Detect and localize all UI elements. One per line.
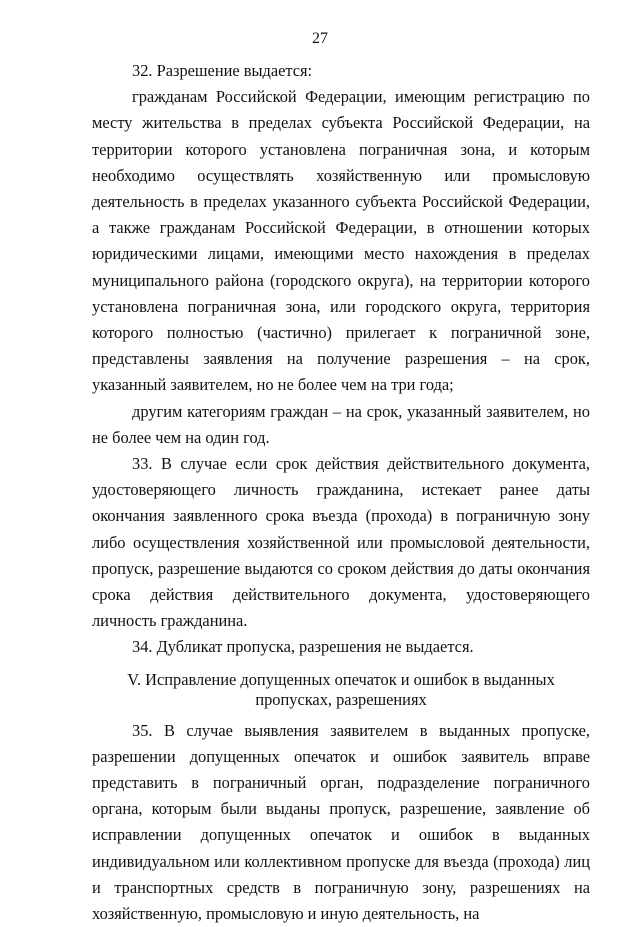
page-number: 27 — [312, 30, 328, 47]
paragraph-34: 34. Дубликат пропуска, разрешения не выдается. — [132, 637, 474, 657]
paragraph-32-title: 32. Разрешение выдается: — [132, 61, 313, 80]
paragraph-35: 35. В случае выявления заявителем в выданных пропуске, разрешении допущенных опечаток и ошибок заявитель вправе представить в пограничный орган, подразделение пограничного органа, которым были выданы пропуск, разрешение, заявление об исправлении допущенных опечаток и ошибок в выданных индивидуальном или коллективном пропуске для въезда (прохода) лиц и транспортных средств в пограничную зону, разрешениях на хозяйственную, промысловую и иную деятельность, на — [92, 720, 590, 924]
paragraph-32-other-categories: другим категориям граждан – на срок, указанный заявителем, но не более чем на один год. — [92, 401, 590, 447]
paragraph-33: 33. В случае если срок действия действительного документа, удостоверяющего личность гражданина, истекает ранее даты окончания заявленного срока въезда (прохода) в пограничную зону либо осуществления хозяйственной или промысловой деятельности, пропуск, разрешение выдаются со сроком действия до даты окончания срока действия действительного документа, удостоверяющего личность гражданина. — [92, 454, 590, 631]
section-v-heading: V. Исправление допущенных опечаток и ошибок в выданных пропусках, разрешениях — [127, 669, 555, 709]
paragraph-32-citizens-rf: гражданам Российской Федерации, имеющим регистрацию по месту жительства в пределах субъекта Российской Федерации, на территории которого установлена пограничная зона, и которым необходимо осуществлять хозяйственную или промысловую деятельность в пределах указанного субъекта Российской Федерации, а также гражданам Российской Федерации, в отношении которых юридическими лицами, имеющими место нахождения в пределах муниципального района (городского округа), на территории которого установлена пограничная зона, или городского округа, территория которого полностью (частично) прилегает к пограничной зоне, представлены заявления на получение разрешения – на срок, указанный заявителем, но не более чем на три года; — [92, 87, 590, 395]
document-body — [92, 58, 590, 927]
